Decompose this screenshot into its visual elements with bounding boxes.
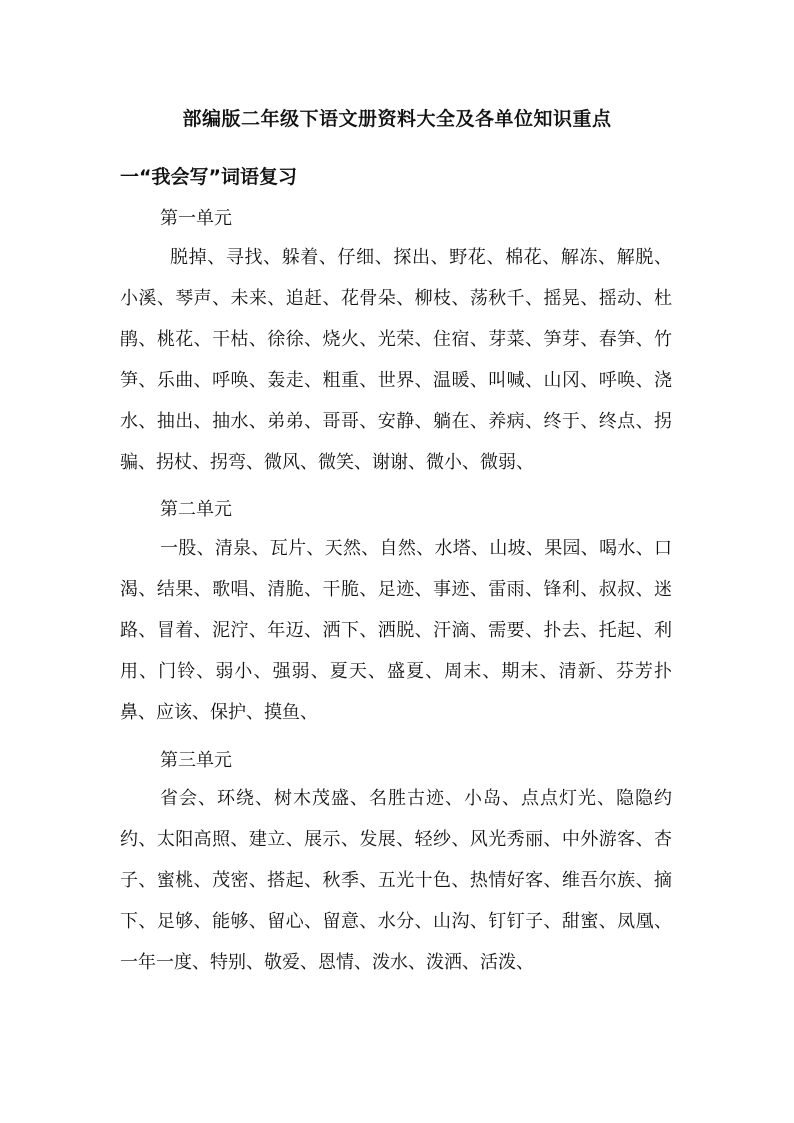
unit-2-word-list: 一股、清泉、瓦片、天然、自然、水塔、山坡、果园、喝水、口渴、结果、歌唱、清脆、干脆、足迹、事迹、雷雨、锋利、叔叔、迷路、冒着、泥泞、年迈、洒下、洒脱、汗滴、需要、扑去、托起、利用、门铃、弱小、强弱、夏天、盛夏、周末、期末、清新、芬芳扑鼻、应该、保护、摸鱼、 <box>120 538 672 723</box>
section-heading: 一“我会写”词语复习 <box>120 166 297 188</box>
unit-2-heading: 第二单元 <box>160 499 232 520</box>
unit-1-word-list: 脱掉、寻找、躲着、仔细、探出、野花、棉花、解冻、解脱、小溪、琴声、未来、追赶、花骨朵、柳枝、荡秋千、摇晃、摇动、杜鹃、桃花、干枯、徐徐、烧火、光荣、住宿、芽菜、笋芽、春笋、竹笋、乐曲、呼唤、轰走、粗重、世界、温暖、叫喊、山冈、呼唤、浇水、抽出、抽水、弟弟、哥哥、安静、躺在、养病、终于、终点、拐骗、拐杖、拐弯、微风、微笑、谢谢、微小、微弱、 <box>120 247 672 473</box>
unit-1-heading: 第一单元 <box>160 208 232 229</box>
unit-3-word-list: 省会、环绕、树木茂盛、名胜古迹、小岛、点点灯光、隐隐约约、太阳高照、建立、展示、发展、轻纱、风光秀丽、中外游客、杏子、蜜桃、茂密、搭起、秋季、五光十色、热情好客、维吾尔族、摘下、足够、能够、留心、留意、水分、山沟、钉钉子、甜蜜、凤凰、一年一度、特别、敬爱、恩情、泼水、泼洒、活泼、 <box>120 788 672 973</box>
document-title: 部编版二年级下语文册资料大全及各单位知识重点 <box>182 108 612 130</box>
unit-3-heading: 第三单元 <box>160 750 232 771</box>
